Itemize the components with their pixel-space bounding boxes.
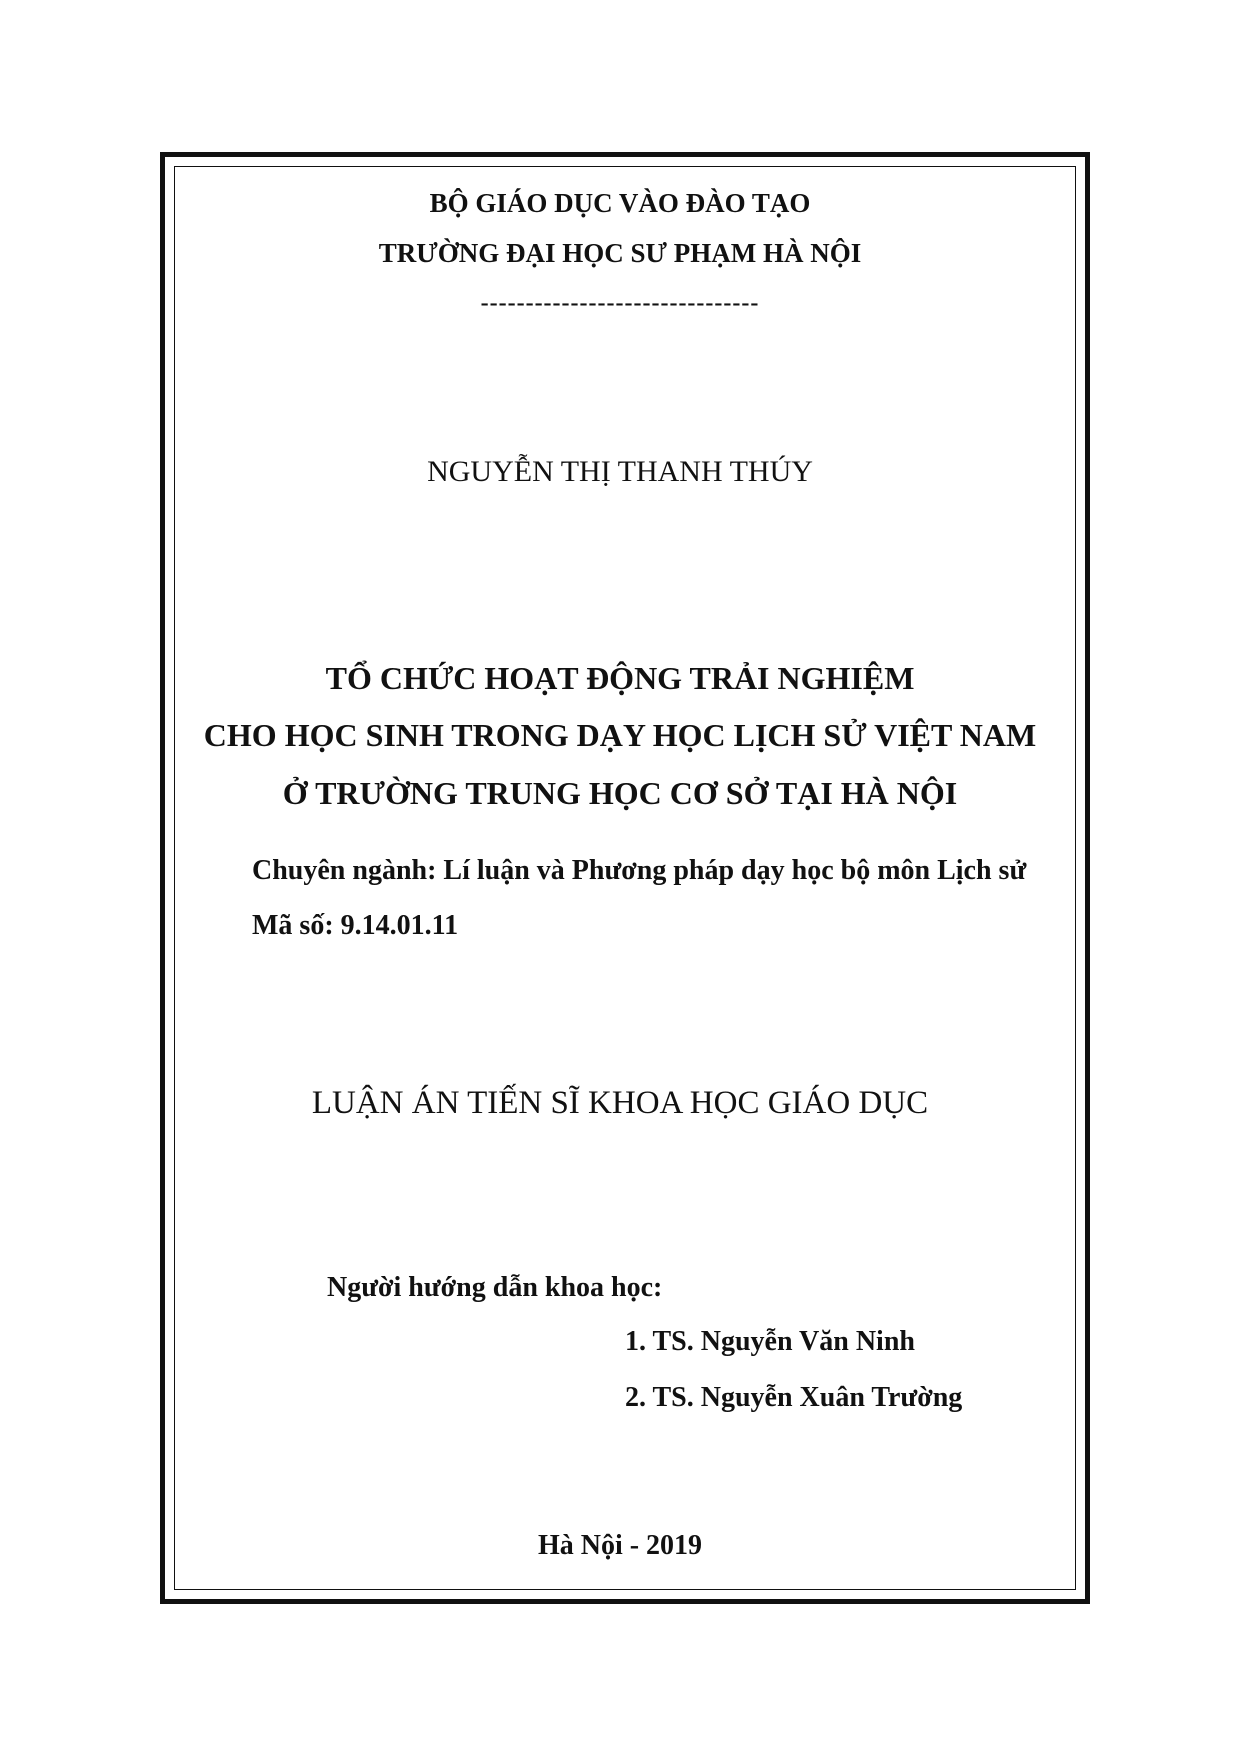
thesis-title-line-2: CHO HỌC SINH TRONG DẠY HỌC LỊCH SỬ VIỆT NAM bbox=[203, 717, 1037, 753]
thesis-title-line-3: Ở TRƯỜNG TRUNG HỌC CƠ SỞ TẠI HÀ NỘI bbox=[282, 775, 958, 811]
supervisors-label: Người hướng dẫn khoa học: bbox=[327, 1272, 663, 1303]
major-code: Mã số: 9.14.01.11 bbox=[252, 910, 459, 941]
university-name: TRƯỜNG ĐẠI HỌC SƯ PHẠM HÀ NỘI bbox=[378, 238, 862, 268]
supervisor-2: 2. TS. Nguyễn Xuân Trường bbox=[625, 1382, 963, 1413]
supervisor-1: 1. TS. Nguyễn Văn Ninh bbox=[625, 1326, 915, 1357]
degree-title: LUẬN ÁN TIẾN SĨ KHOA HỌC GIÁO DỤC bbox=[311, 1085, 929, 1121]
ministry-name: BỘ GIÁO DỤC VÀO ĐÀO TẠO bbox=[429, 188, 811, 218]
place-and-year: Hà Nội - 2019 bbox=[537, 1530, 703, 1561]
major-field: Chuyên ngành: Lí luận và Phương pháp dạy học bộ môn Lịch sử bbox=[252, 855, 1027, 886]
author-name: NGUYỄN THỊ THANH THÚY bbox=[427, 455, 813, 488]
header-separator: ------------------------------- bbox=[480, 290, 760, 316]
thesis-title-line-1: TỔ CHỨC HOẠT ĐỘNG TRẢI NGHIỆM bbox=[325, 660, 915, 696]
